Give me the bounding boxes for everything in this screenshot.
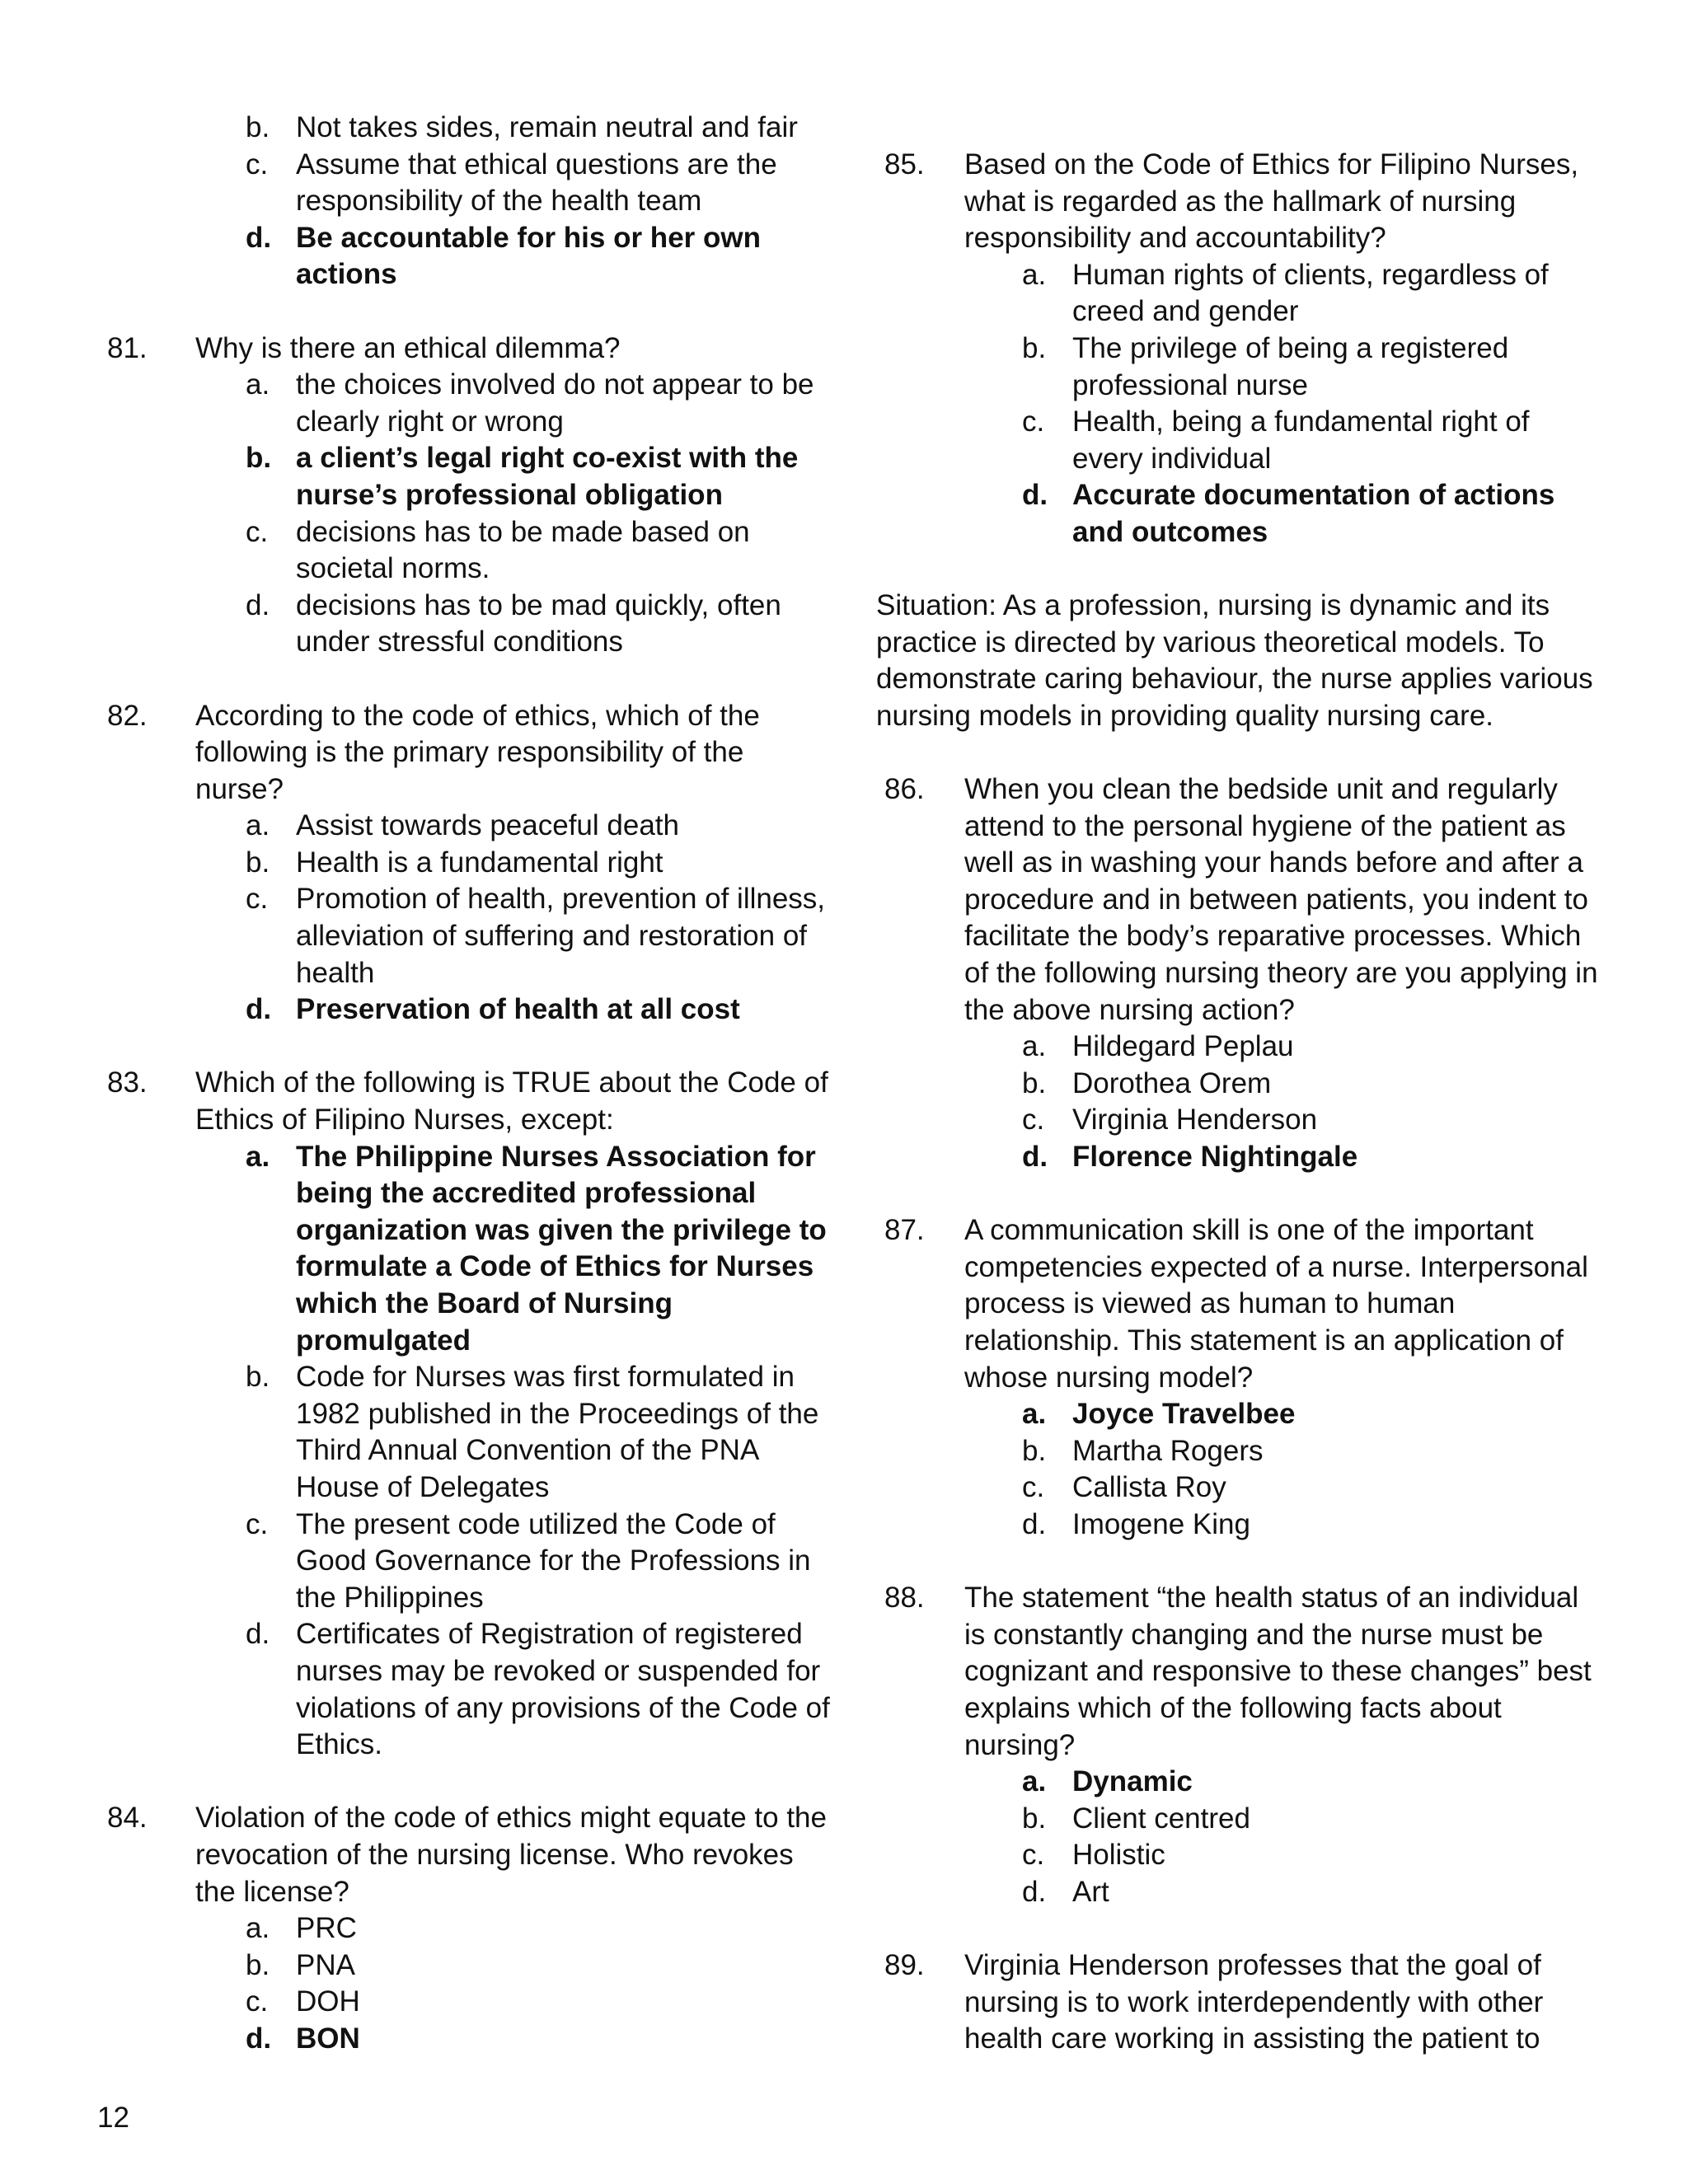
option-label: a. [246, 809, 270, 842]
question-82 [107, 698, 832, 1029]
option [246, 110, 832, 147]
option-answer [1022, 1396, 1606, 1433]
option-text: Accurate documentation of actions and outcomes [1072, 479, 1555, 548]
option-label: b. [246, 846, 270, 879]
question-text: Virginia Henderson professes that the goal of nursing is to work interdependently with other health care working in assisting the patient to [964, 1949, 1544, 2055]
option-text: Art [1072, 1875, 1109, 1908]
question-number: 82. [107, 699, 148, 732]
question-text: When you clean the bedside unit and regularly attend to the personal hygiene of the patient as well as in washing your hands before and after a procedure and in between patients, you indent to facilitate the body’s reparative processes. Which of the following nursing theory are you applying in the above nursing action? [964, 773, 1598, 1026]
option-text: Promotion of health, prevention of illness, alleviation of suffering and restoration of health [296, 883, 826, 989]
question-text: Which of the following is TRUE about the Code of Ethics of Filipino Nurses, except: [195, 1066, 828, 1137]
option-label: a. [1022, 1030, 1047, 1063]
question-number: 81. [107, 331, 148, 364]
option-text: Martha Rogers [1072, 1434, 1264, 1467]
option-label: a. [1022, 1765, 1047, 1798]
continued-options [107, 110, 832, 293]
left-column [107, 110, 832, 2057]
option-label: a. [246, 368, 270, 401]
right-column [876, 147, 1606, 2058]
option [246, 1947, 832, 1985]
option-answer [246, 1139, 832, 1360]
option-text: Assist towards peaceful death [296, 809, 679, 842]
option-label: c. [1022, 1104, 1045, 1137]
option-text: The privilege of being a registered professional nurse [1072, 331, 1509, 401]
question-number: 85. [884, 148, 925, 180]
page-number: 12 [97, 2102, 129, 2134]
option [1022, 1507, 1606, 1544]
option [1022, 1102, 1606, 1139]
option-label: d. [1022, 1141, 1048, 1174]
option-label: a. [1022, 258, 1047, 291]
option [1022, 257, 1606, 330]
option-label: d. [246, 221, 272, 254]
option-text: Callista Roy [1072, 1471, 1226, 1504]
option [246, 1984, 832, 2021]
option-label: c. [246, 1507, 269, 1540]
option-text: the choices involved do not appear to be clearly right or wrong [296, 368, 814, 438]
option-answer [246, 220, 832, 293]
option-text: Client centred [1072, 1802, 1250, 1835]
option-text: Certificates of Registration of registered nurses may be revoked or suspended for violations of any provisions of the Code of Ethics. [296, 1618, 830, 1761]
question-number: 84. [107, 1802, 148, 1835]
option-label: b. [246, 1361, 270, 1394]
option [1022, 1801, 1606, 1838]
question-text: Why is there an ethical dilemma? [195, 331, 621, 364]
option-label: c. [246, 148, 269, 180]
option-text: The Philippine Nurses Association for being the accredited professional organization was given the privilege to formulate a Code of Ethics for Nurses which the Board of Nursing promulgated [296, 1140, 827, 1357]
option [1022, 1874, 1606, 1911]
option-label: d. [246, 588, 270, 621]
option [246, 588, 832, 661]
option-text: Assume that ethical questions are the responsibility of the health team [296, 148, 777, 218]
option-label: b. [246, 111, 270, 143]
option [246, 1616, 832, 1763]
option [1022, 1029, 1606, 1066]
option-label: b. [1022, 331, 1047, 364]
option-answer [246, 991, 832, 1029]
option-label: d. [1022, 1875, 1047, 1908]
option-label: b. [1022, 1434, 1047, 1467]
option [246, 1359, 832, 1506]
option-label: b. [1022, 1802, 1047, 1835]
option [246, 845, 832, 882]
option-text: decisions has to be made based on societal norms. [296, 515, 750, 585]
option [246, 1507, 832, 1617]
question-87 [876, 1212, 1606, 1543]
option-label: c. [1022, 1471, 1045, 1504]
option-text: Code for Nurses was first formulated in 1982 published in the Proceedings of the Third Annual Convention of the PNA House of Delegates [296, 1361, 819, 1503]
option-label: d. [246, 1618, 270, 1651]
option-label: d. [246, 2022, 272, 2055]
option [1022, 1469, 1606, 1507]
question-84 [107, 1800, 832, 2057]
option-text: Health is a fundamental right [296, 846, 663, 879]
option-text: Dynamic [1072, 1765, 1193, 1798]
option-label: a. [246, 1912, 270, 1945]
option [246, 367, 832, 440]
option-text: Preservation of health at all cost [296, 993, 740, 1026]
option-text: Imogene King [1072, 1507, 1250, 1540]
option-answer [1022, 477, 1606, 551]
option-text: PRC [296, 1912, 357, 1945]
option-text: Health, being a fundamental right of every individual [1072, 405, 1530, 475]
option-label: b. [1022, 1066, 1047, 1099]
option [246, 808, 832, 845]
option-text: Virginia Henderson [1072, 1104, 1318, 1137]
option-answer [1022, 1139, 1606, 1176]
situation-paragraph: Situation: As a profession, nursing is dynamic and its practice is directed by various theoretical models. To demonstrate caring behaviour, the nurse applies various nursing models in providing quality nursing care. [876, 589, 1593, 732]
option-label: a. [246, 1140, 270, 1173]
option-answer [246, 440, 832, 513]
question-number: 87. [884, 1214, 925, 1247]
question-number: 89. [884, 1949, 925, 1982]
option [1022, 1066, 1606, 1103]
option [1022, 1837, 1606, 1874]
option-text: PNA [296, 1948, 355, 1981]
question-85 [876, 147, 1606, 551]
option-label: c. [1022, 1839, 1045, 1872]
option-text: decisions has to be mad quickly, often under stressful conditions [296, 588, 781, 658]
option [246, 881, 832, 991]
question-number: 86. [884, 773, 925, 806]
option-text: Florence Nightingale [1072, 1141, 1358, 1174]
option [246, 147, 832, 220]
option-text: The present code utilized the Code of Good Governance for the Professions in the Philippines [296, 1507, 811, 1614]
option [1022, 330, 1606, 404]
option-label: d. [1022, 479, 1048, 512]
option-text: BON [296, 2022, 360, 2055]
option-text: Joyce Travelbee [1072, 1398, 1296, 1431]
option [246, 514, 832, 588]
option-label: d. [1022, 1507, 1047, 1540]
option-answer [1022, 1764, 1606, 1801]
option-answer [246, 2021, 832, 2058]
question-text: The statement “the health status of an individual is constantly changing and the nurse must be cognizant and responsive to these changes” best explains which of the following facts about nursing? [964, 1582, 1592, 1761]
option-text: Not takes sides, remain neutral and fair [296, 111, 798, 143]
option-text: Dorothea Orem [1072, 1066, 1272, 1099]
option-label: a. [1022, 1398, 1047, 1431]
option [1022, 404, 1606, 477]
option-label: c. [246, 1985, 269, 2018]
question-text: Violation of the code of ethics might equate to the revocation of the nursing license. Who revokes the license? [195, 1802, 827, 1908]
question-81 [107, 330, 832, 661]
option-text: a client’s legal right co-exist with the nurse’s professional obligation [296, 442, 799, 511]
question-83 [107, 1065, 832, 1763]
question-text: According to the code of ethics, which of the following is the primary responsibility of the nurse? [195, 699, 760, 805]
option-text: Hildegard Peplau [1072, 1030, 1294, 1063]
option [1022, 1433, 1606, 1470]
option-label: b. [246, 1948, 270, 1981]
option-text: DOH [296, 1985, 360, 2018]
option [246, 1910, 832, 1947]
option-text: Be accountable for his or her own actions [296, 221, 761, 291]
option-label: c. [246, 515, 269, 548]
option-label: d. [246, 993, 272, 1026]
question-number: 83. [107, 1066, 148, 1099]
question-89 [876, 1947, 1606, 2058]
option-label: b. [246, 442, 272, 475]
option-text: Human rights of clients, regardless of creed and gender [1072, 258, 1549, 328]
question-number: 88. [884, 1582, 925, 1615]
question-88 [876, 1580, 1606, 1910]
option-text: Holistic [1072, 1839, 1165, 1872]
question-text: A communication skill is one of the important competencies expected of a nurse. Interpersonal process is viewed as human to human relationship. This statement is an application of whose nursing model? [964, 1214, 1588, 1394]
option-label: c. [1022, 405, 1045, 438]
question-text: Based on the Code of Ethics for Filipino Nurses, what is regarded as the hallmark of nursing responsibility and accountability? [964, 148, 1579, 255]
option-label: c. [246, 883, 269, 916]
question-86 [876, 771, 1606, 1176]
